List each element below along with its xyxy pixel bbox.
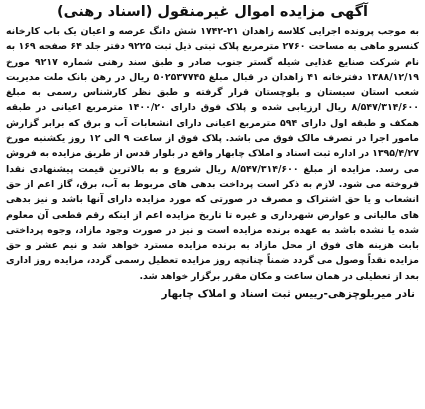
notice-signature: نادر میربلوچزهی-رییس ثبت اسناد و املاک چابهار [161,288,415,301]
notice-body [6,24,419,284]
notice-title: آگهی مزایده اموال غیرمنقول (اسناد رهنی) [57,4,368,20]
notice-paragraph: به موجب پرونده اجرایی کلاسه زاهدان ۲۱-۱۷۴۲ شش دانگ عرصه و اعیان یک باب کارخانه کنسرو ماهی به مساحت ۲۷۶۰ مترمربع پلاک ثبتی ذیل ثبت ۹۲۲۵ دفتر جلد ۶۴ صفحه ۱۶۹ به نام شرکت صنایع غذایی شیله گستر جنوب صادر و طبق سند رهنی شماره ۹۲۱۷ مورخ ۱۳۸۸/۱۲/۱۹ دفترخانه ۴۱ زاهدان در قبال مبلغ ۵۰۲۵۳۷۷۴۵ ریال در رهن بانک ملت مدیریت شعب استان سیستان و بلوچستان قرار گرفته و طبق نظر کارشناس رسمی به مبلغ ۸/۵۴۷/۳۱۴/۶۰۰ ریال ارزیابی شده و پلاک فوق دارای ۱۴۰۰/۲۰ مترمربع اعیانی در طبقه همکف و طبقه اول دارای ۵۹۴ مترمربع اعیانی دارای انشعابات آب و برق که برابر گزارش مامور اجرا در تصرف مالک فوق می باشد. پلاک فوق از ساعت ۹ الی ۱۲ روز یکشنبه مورخ ۱۳۹۵/۴/۲۷ در اداره ثبت اسناد و املاک چابهار واقع در بلوار قدس از طریق مزایده به فروش می رسد. مزایده از مبلغ ۸/۵۴۷/۳۱۴/۶۰۰ ریال شروع و به بالاترین قیمت پیشنهادی نقدا فروخته می شود. لازم به ذکر است پرداخت بدهی های مربوط به آب، برق، گاز اعم از حق انشعاب و یا حق اشتراک و مصرف در صورتی که مورد مزایده دارای آنها باشد و نیز بدهی های مالیاتی و عوارض شهرداری و غیره تا تاریخ مزایده اعم از اینکه رقم قطعی آن معلوم شده یا نشده باشد به عهده برنده مزایده است و نیز در صورت وجود مازاد، وجوه پرداختی بابت هزینه های فوق از محل مازاد به برنده مزایده مسترد خواهد شد و نیم عشر و حق مزایده نقداً وصول می گردد ضمناً چنانچه روز مزایده تعطیل رسمی گردد، مزایده روز اداری بعد از تعطیلی در همان ساعت و مکان مقرر برگزار خواهد شد. [6,26,419,282]
